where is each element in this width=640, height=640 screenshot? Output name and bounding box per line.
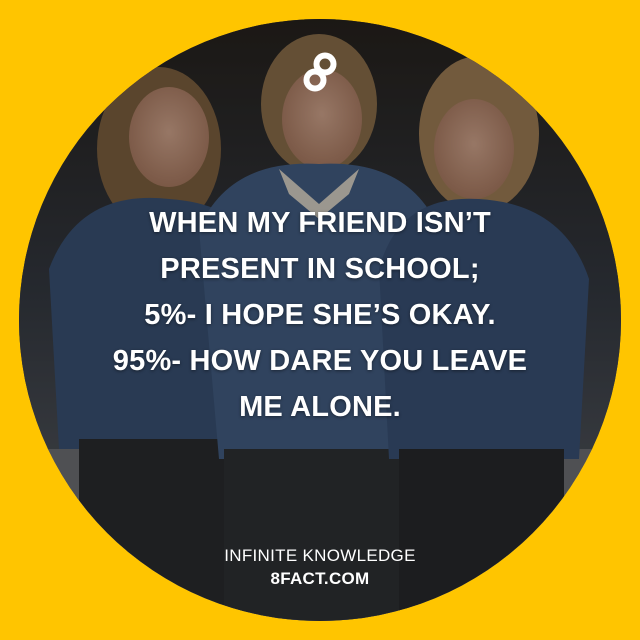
- website-link[interactable]: 8FACT.COM: [270, 569, 370, 588]
- headline-line: 5%- I HOPE SHE’S OKAY.: [144, 299, 496, 331]
- brand-name: INFINITE KNOWLEDGE: [224, 546, 416, 565]
- headline-line: WHEN MY FRIEND ISN’T: [149, 207, 491, 239]
- headline-line: 95%- HOW DARE YOU LEAVE: [112, 345, 528, 377]
- headline-line: PRESENT IN SCHOOL;: [160, 253, 480, 285]
- infinity-eight-logo-icon: [298, 50, 342, 94]
- headline-line: ME ALONE.: [239, 391, 401, 423]
- headline-text: [40, 200, 600, 430]
